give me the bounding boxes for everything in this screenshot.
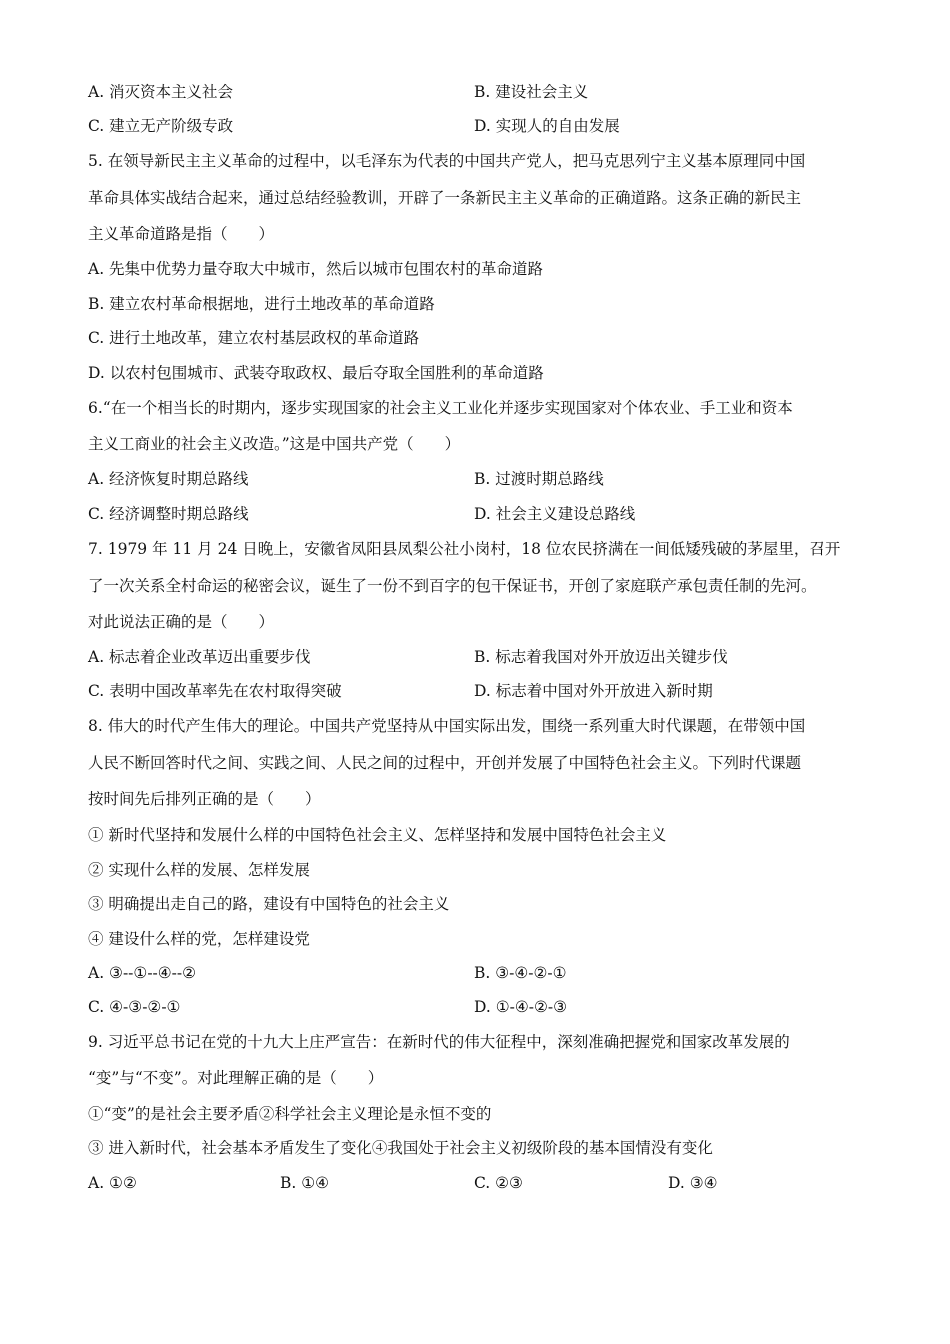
q8-option-a: A. ③--①--④--② xyxy=(88,964,197,982)
q6-stem-line: 6.“在一个相当长的时期内，逐步实现国家的社会主义工业化并逐步实现国家对个体农业、手工业和资本 xyxy=(88,399,793,417)
q8-option-d: D. ①-④-②-③ xyxy=(474,998,568,1016)
q7-option-b: B. 标志着我国对外开放迈出关键步伐 xyxy=(474,648,728,666)
q9-option-c: C. ②③ xyxy=(474,1174,523,1192)
q8-option-b: B. ③-④-②-① xyxy=(474,964,567,982)
prev-option-a: A. 消灭资本主义社会 xyxy=(88,83,234,101)
q9-stem-line: 9. 习近平总书记在党的十九大上庄严宣告：在新时代的伟大征程中，深刻准确把握党和国家改革发展的 xyxy=(88,1033,790,1051)
q9-option-d: D. ③④ xyxy=(668,1174,718,1192)
q8-stem-line: 8. 伟大的时代产生伟大的理论。中国共产党坚持从中国实际出发，围绕一系列重大时代课题，在带领中国 xyxy=(88,717,806,735)
q6-option-d: D. 社会主义建设总路线 xyxy=(474,505,636,523)
q7-option-c: C. 表明中国改革率先在农村取得突破 xyxy=(88,682,342,700)
prev-option-c: C. 建立无产阶级专政 xyxy=(88,117,234,135)
q9-item-2: ③ 进入新时代，社会基本矛盾发生了变化④我国处于社会主义初级阶段的基本国情没有变化 xyxy=(88,1139,713,1157)
q7-option-a: A. 标志着企业改革迈出重要步伐 xyxy=(88,648,311,666)
q6-option-b: B. 过渡时期总路线 xyxy=(474,470,604,488)
q5-option-c: C. 进行土地改革，建立农村基层政权的革命道路 xyxy=(88,329,420,347)
q8-item-2: ② 实现什么样的发展、怎样发展 xyxy=(88,861,310,879)
q8-item-1: ① 新时代坚持和发展什么样的中国特色社会主义、怎样坚持和发展中国特色社会主义 xyxy=(88,826,667,844)
q5-stem-line: 主义革命道路是指（ ） xyxy=(88,225,275,243)
q5-stem-line: 革命具体实战结合起来，通过总结经验教训，开辟了一条新民主主义革命的正确道路。这条正确的新民主 xyxy=(88,189,802,207)
q5-stem-line: 5. 在领导新民主主义革命的过程中，以毛泽东为代表的中国共产党人，把马克思列宁主义基本原理同中国 xyxy=(88,152,806,170)
q6-option-c: C. 经济调整时期总路线 xyxy=(88,505,249,523)
q7-option-d: D. 标志着中国对外开放进入新时期 xyxy=(474,682,713,700)
q7-stem-line: 7. 1979 年 11 月 24 日晚上，安徽省凤阳县凤梨公社小岗村，18 位农民挤满在一间低矮残破的茅屋里，召开 xyxy=(88,540,841,558)
q5-option-b: B. 建立农村革命根据地，进行土地改革的革命道路 xyxy=(88,295,435,313)
q6-option-a: A. 经济恢复时期总路线 xyxy=(88,470,249,488)
q5-option-d: D. 以农村包围城市、武装夺取政权、最后夺取全国胜利的革命道路 xyxy=(88,364,544,382)
q8-item-4: ④ 建设什么样的党，怎样建设党 xyxy=(88,930,310,948)
q8-item-3: ③ 明确提出走自己的路，建设有中国特色的社会主义 xyxy=(88,895,450,913)
q9-stem-line: “变”与“不变”。对此理解正确的是（ ） xyxy=(88,1069,384,1087)
q8-stem-line: 按时间先后排列正确的是（ ） xyxy=(88,790,321,808)
prev-option-b: B. 建设社会主义 xyxy=(474,83,589,101)
q9-item-1: ①“变”的是社会主要矛盾②科学社会主义理论是永恒不变的 xyxy=(88,1105,492,1123)
q8-option-c: C. ④-③-②-① xyxy=(88,998,181,1016)
q5-option-a: A. 先集中优势力量夺取大中城市，然后以城市包围农村的革命道路 xyxy=(88,260,544,278)
q7-stem-line: 对此说法正确的是（ ） xyxy=(88,613,275,631)
q7-stem-line: 了一次关系全村命运的秘密会议，诞生了一份不到百字的包干保证书，开创了家庭联产承包责任制的先河。 xyxy=(88,577,817,595)
prev-option-d: D. 实现人的自由发展 xyxy=(474,117,620,135)
q9-option-a: A. ①② xyxy=(88,1174,137,1192)
q9-option-b: B. ①④ xyxy=(280,1174,330,1192)
q6-stem-line: 主义工商业的社会主义改造。”这是中国共产党（ ） xyxy=(88,435,461,453)
q8-stem-line: 人民不断回答时代之间、实践之间、人民之间的过程中，开创并发展了中国特色社会主义。下列时代课题 xyxy=(88,754,802,772)
